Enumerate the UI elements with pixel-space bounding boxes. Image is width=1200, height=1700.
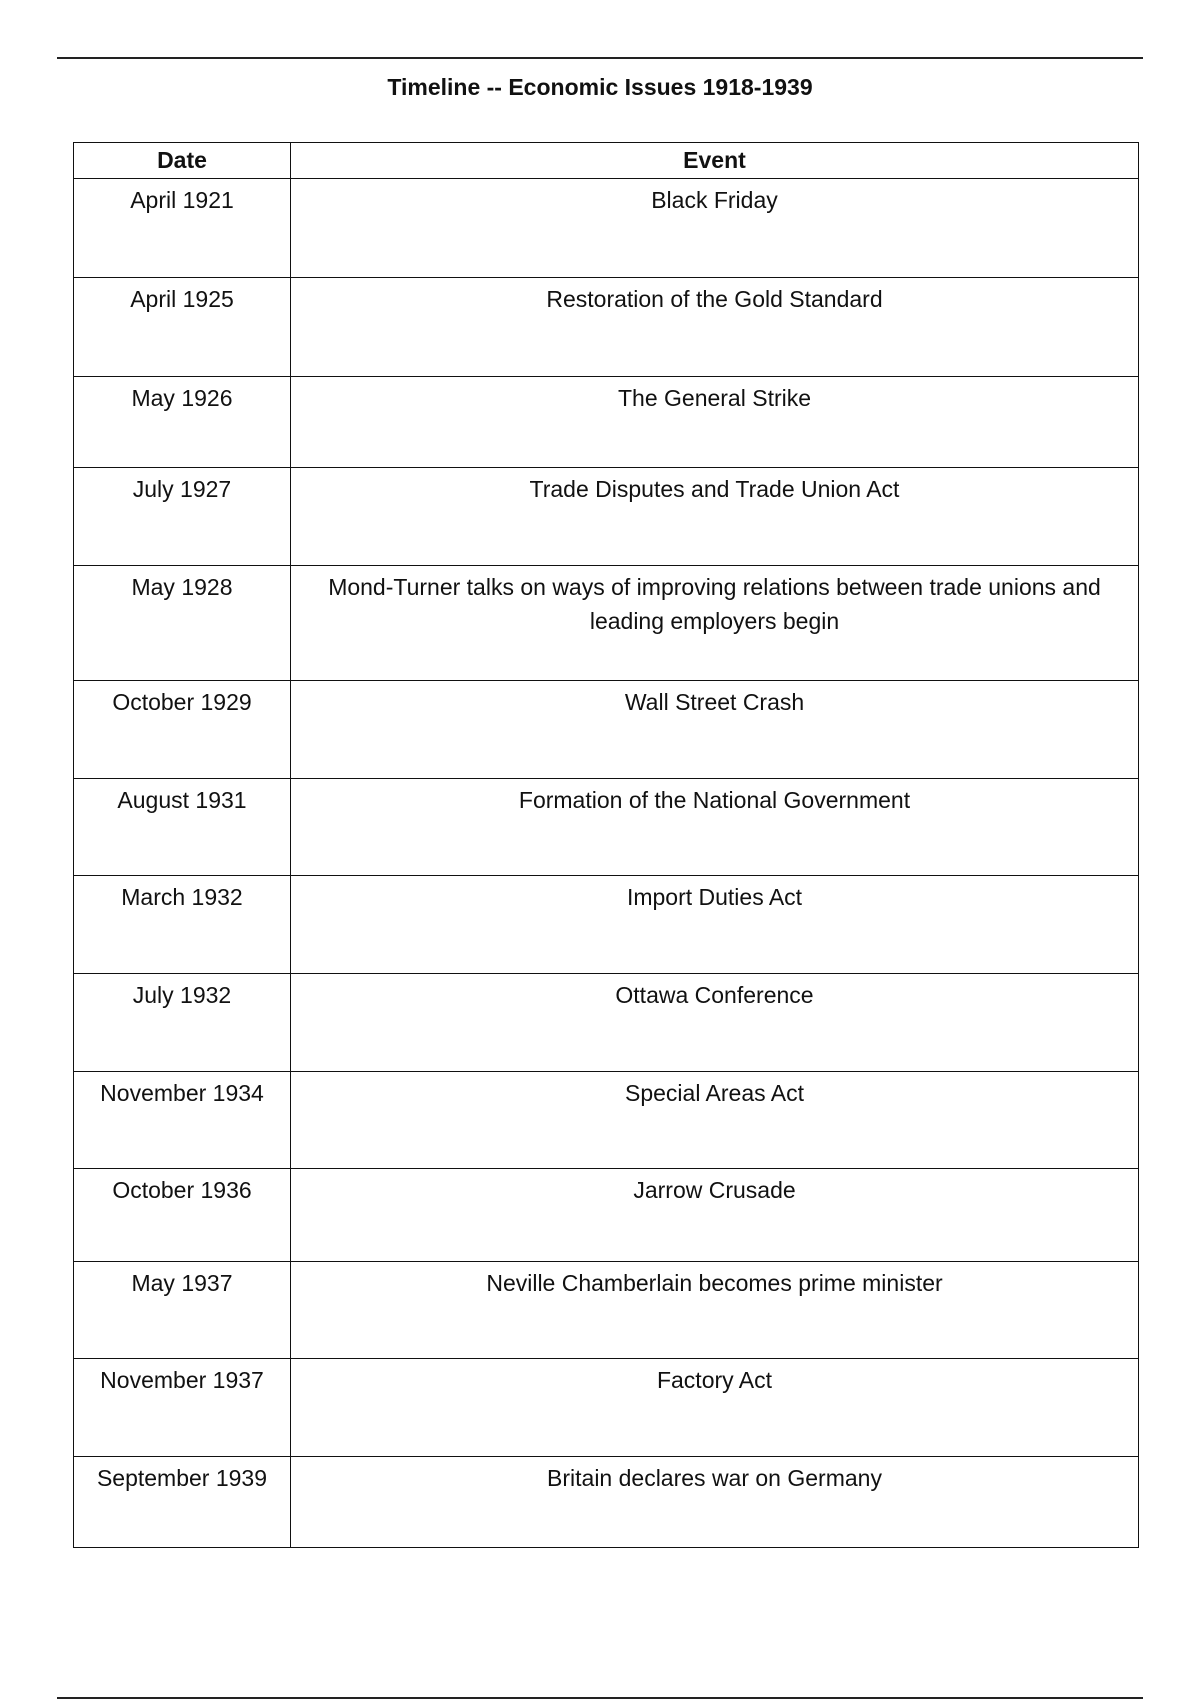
date-cell: July 1927 [74,468,291,566]
event-cell: Import Duties Act [291,876,1139,974]
table-row [74,377,1139,468]
date-cell: May 1928 [74,566,291,681]
table-row [74,681,1139,779]
table-row [74,179,1139,278]
page-title: Timeline -- Economic Issues 1918-1939 [387,74,813,100]
table-row [74,1457,1139,1548]
event-cell: Trade Disputes and Trade Union Act [291,468,1139,566]
event-cell: Neville Chamberlain becomes prime minister [291,1262,1139,1359]
date-cell: March 1932 [74,876,291,974]
column-header-event: Event [291,143,1139,179]
table-row [74,1262,1139,1359]
event-cell: Ottawa Conference [291,974,1139,1072]
date-cell: May 1926 [74,377,291,468]
date-cell: October 1929 [74,681,291,779]
table-row [74,1359,1139,1457]
event-cell: Black Friday [291,179,1139,278]
event-cell: Wall Street Crash [291,681,1139,779]
table-row [74,468,1139,566]
event-cell: Special Areas Act [291,1072,1139,1169]
table-row [74,779,1139,876]
table-header-row [74,143,1139,179]
column-header-date: Date [74,143,291,179]
date-cell: September 1939 [74,1457,291,1548]
footer-rule [57,1697,1143,1699]
table-row [74,566,1139,681]
date-cell: April 1921 [74,179,291,278]
event-cell: Factory Act [291,1359,1139,1457]
table-row [74,974,1139,1072]
table-row [74,1169,1139,1262]
table-row [74,876,1139,974]
date-cell: November 1934 [74,1072,291,1169]
timeline-table [73,142,1139,1548]
date-cell: July 1932 [74,974,291,1072]
date-cell: April 1925 [74,278,291,377]
table-row [74,278,1139,377]
date-cell: August 1931 [74,779,291,876]
event-cell: Mond-Turner talks on ways of improving relations between trade unions and leading employers begin [291,566,1139,681]
date-cell: November 1937 [74,1359,291,1457]
event-cell: Jarrow Crusade [291,1169,1139,1262]
event-cell: Formation of the National Government [291,779,1139,876]
date-cell: May 1937 [74,1262,291,1359]
date-cell: October 1936 [74,1169,291,1262]
event-cell: Restoration of the Gold Standard [291,278,1139,377]
event-cell: Britain declares war on Germany [291,1457,1139,1548]
event-cell: The General Strike [291,377,1139,468]
header-rule [57,57,1143,59]
table-row [74,1072,1139,1169]
